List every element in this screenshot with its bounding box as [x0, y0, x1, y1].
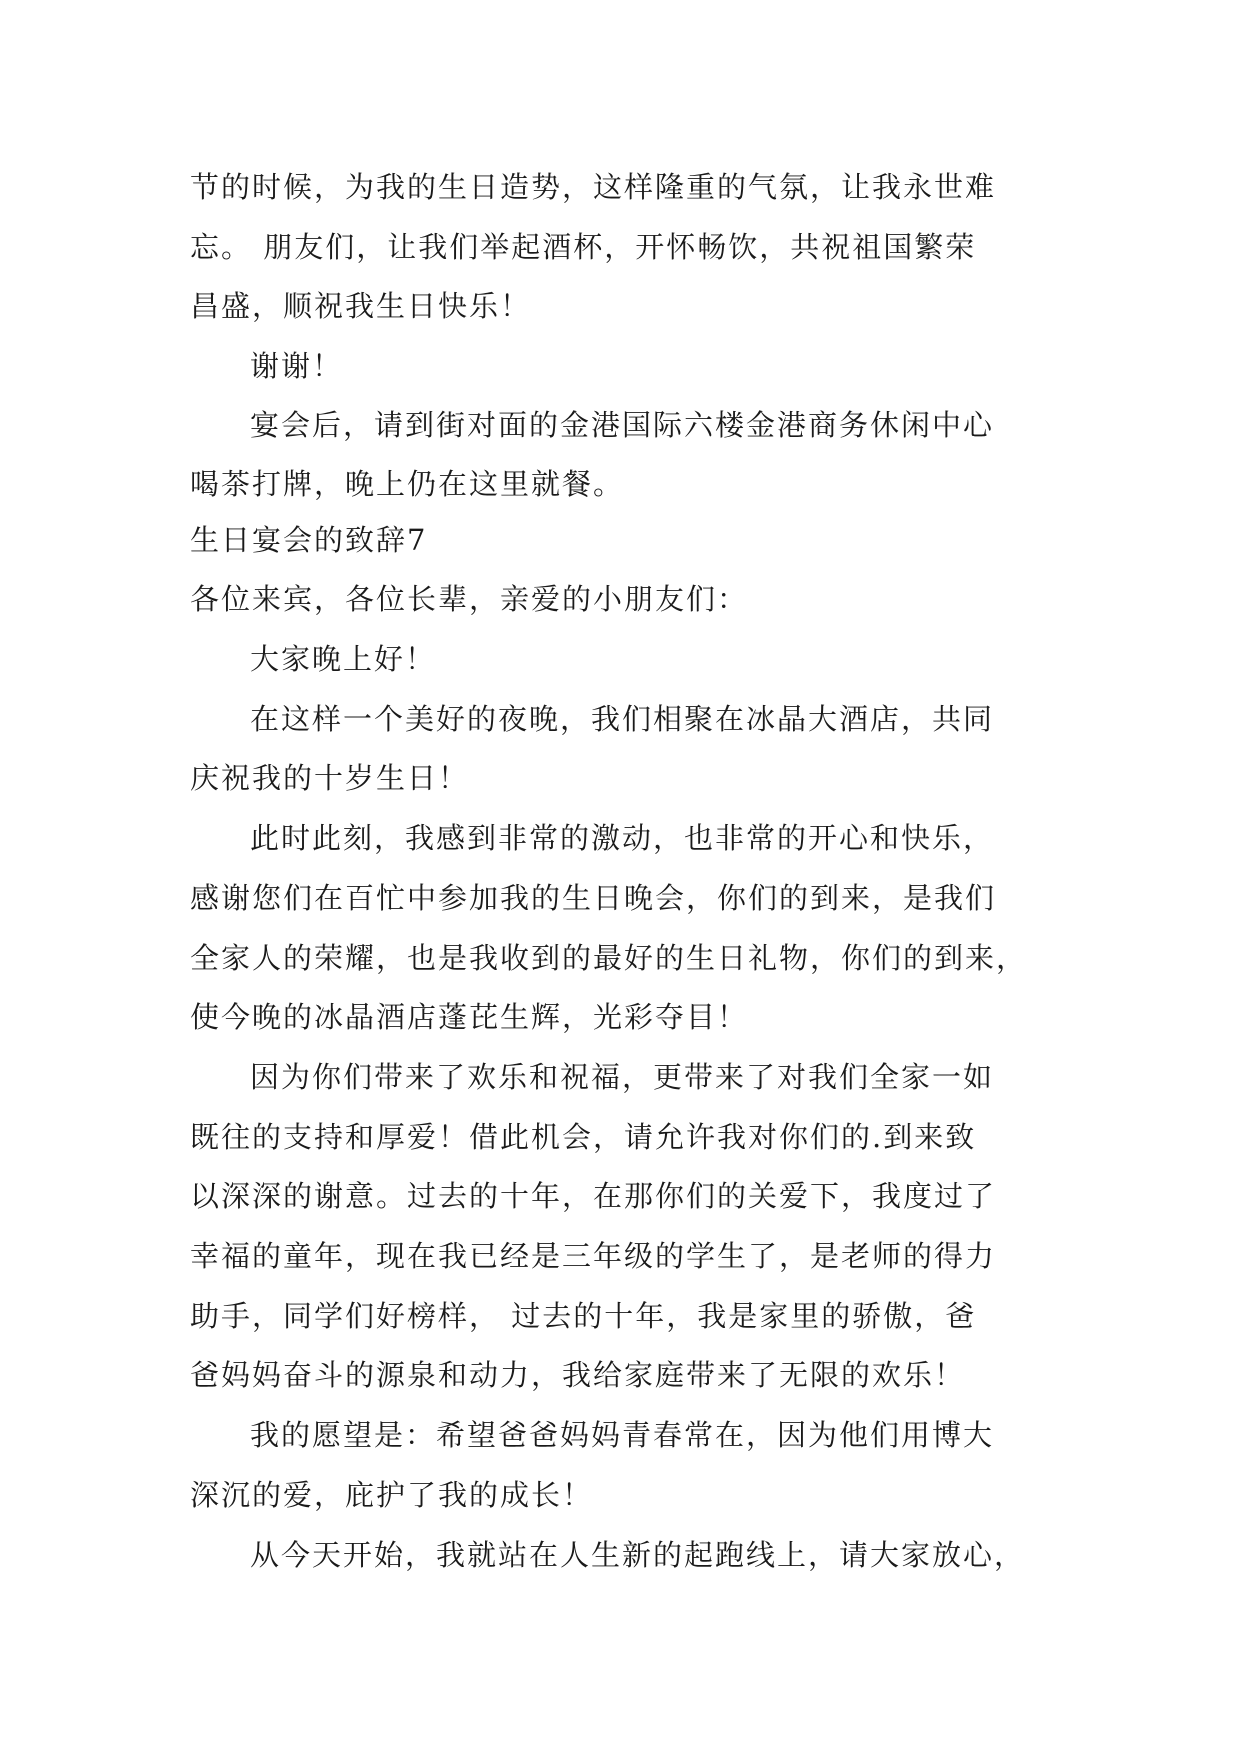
text-line: 忘。 朋友们，让我们举起酒杯，开怀畅饮，共祝祖国繁荣 — [190, 230, 977, 264]
text-line: 以深深的谢意。过去的十年，在那你们的关爱下，我度过了 — [190, 1179, 997, 1213]
text-line: 在这样一个美好的夜晚，我们相聚在冰晶大酒店，共同 — [250, 702, 995, 736]
text-line: 宴会后，请到街对面的金港国际六楼金港商务休闲中心 — [250, 408, 995, 442]
section-heading: 生日宴会的致辞7 — [190, 523, 428, 557]
text-line: 从今天开始，我就站在人生新的起跑线上，请大家放心， — [250, 1538, 1026, 1572]
salutation: 各位来宾，各位长辈，亲爱的小朋友们： — [190, 582, 749, 616]
greeting: 大家晚上好！ — [250, 642, 437, 676]
text-line: 喝茶打牌，晚上仍在这里就餐。 — [190, 467, 625, 501]
text-line: 感谢您们在百忙中参加我的生日晚会，你们的到来，是我们 — [190, 881, 997, 915]
text-line: 助手，同学们好榜样， 过去的十年，我是家里的骄傲，爸 — [190, 1299, 977, 1333]
text-line: 既往的支持和厚爱！借此机会，请允许我对你们的.到来致 — [190, 1120, 977, 1154]
text-line: 我的愿望是：希望爸爸妈妈青春常在，因为他们用博大 — [250, 1418, 995, 1452]
text-line: 此时此刻，我感到非常的激动，也非常的开心和快乐， — [250, 821, 995, 855]
text-line: 深沉的爱，庇护了我的成长！ — [190, 1478, 594, 1512]
text-line: 庆祝我的十岁生日！ — [190, 761, 470, 795]
text-line: 使今晚的冰晶酒店蓬芘生辉，光彩夺目！ — [190, 1000, 749, 1034]
text-line: 爸妈妈奋斗的源泉和动力，我给家庭带来了无限的欢乐！ — [190, 1358, 966, 1392]
text-line: 全家人的荣耀，也是我收到的最好的生日礼物，你们的到来， — [190, 941, 1028, 975]
paragraph-thanks: 谢谢！ — [250, 349, 344, 383]
text-line: 幸福的童年，现在我已经是三年级的学生了，是老师的得力 — [190, 1239, 997, 1273]
text-line: 昌盛，顺祝我生日快乐！ — [190, 289, 532, 323]
text-line: 因为你们带来了欢乐和祝福，更带来了对我们全家一如 — [250, 1060, 995, 1094]
text-line: 节的时候，为我的生日造势，这样隆重的气氛，让我永世难 — [190, 170, 997, 204]
